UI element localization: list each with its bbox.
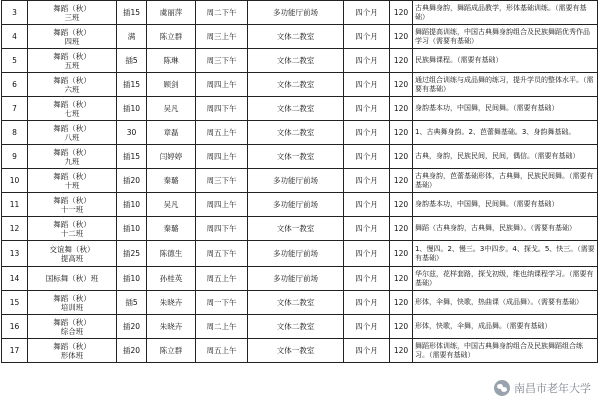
course-name-line: 舞蹈（秋） — [53, 27, 91, 37]
course-duration: 四个月 — [344, 241, 390, 267]
teacher-name: 闫婷婷 — [147, 145, 196, 169]
course-name-line: 交谊舞（秋） — [49, 244, 95, 254]
enrollment-status: 满 — [117, 25, 147, 49]
row-number: 14 — [2, 267, 28, 291]
class-time: 周四上午 — [196, 145, 248, 169]
course-fee: 120 — [390, 291, 413, 315]
course-description: 1、慢四。2、慢三。3中四步。4、探戈。5、快三。（需要有基础） — [413, 241, 598, 267]
course-name-line: 舞蹈（秋） — [53, 123, 91, 133]
class-time: 周五上午 — [196, 339, 248, 363]
teacher-name: 顾剑 — [147, 73, 196, 97]
course-duration: 四个月 — [344, 97, 390, 121]
table-row — [2, 1, 598, 25]
course-name — [28, 97, 117, 121]
course-fee: 120 — [390, 241, 413, 267]
course-fee: 120 — [390, 339, 413, 363]
course-fee: 120 — [390, 169, 413, 193]
course-name-line: 舞蹈（秋） — [53, 171, 91, 181]
class-time: 周一下午 — [196, 291, 248, 315]
enrollment-status: 插25 — [117, 241, 147, 267]
course-fee: 120 — [390, 97, 413, 121]
teacher-name: 吴凡 — [147, 97, 196, 121]
course-fee: 120 — [390, 267, 413, 291]
course-name-line: 三班 — [64, 12, 80, 22]
course-name — [28, 169, 117, 193]
class-time: 周五下午 — [196, 241, 248, 267]
teacher-name: 朱晓卉 — [147, 291, 196, 315]
table-row — [2, 217, 598, 241]
course-name — [28, 49, 117, 73]
teacher-name: 章磊 — [147, 121, 196, 145]
enrollment-status: 插20 — [117, 339, 147, 363]
course-fee: 120 — [390, 25, 413, 49]
watermark — [491, 379, 594, 397]
course-description: 舞蹈形体训练，中国古典舞身韵组合及民族舞蹈组合练习。（需要有基础） — [413, 339, 598, 363]
row-number: 7 — [2, 97, 28, 121]
teacher-name: 陈德生 — [147, 241, 196, 267]
teacher-name: 虞丽萍 — [147, 1, 196, 25]
classroom: 文体二教室 — [248, 315, 344, 339]
enrollment-status: 插10 — [117, 193, 147, 217]
enrollment-status: 插15 — [117, 1, 147, 25]
course-name-line: 舞蹈（秋） — [53, 341, 91, 351]
table-row — [2, 241, 598, 267]
enrollment-status: 插20 — [117, 169, 147, 193]
enrollment-status: 插5 — [117, 49, 147, 73]
teacher-name: 吴凡 — [147, 193, 196, 217]
course-name-line: 六班 — [64, 84, 80, 94]
course-fee: 120 — [390, 1, 413, 25]
course-name-line: 十二班 — [60, 228, 84, 238]
enrollment-status: 插5 — [117, 291, 147, 315]
classroom: 文体二教室 — [248, 25, 344, 49]
course-description: 古典舞身韵，舞蹈成品教学，形体基础训练。（需要有基础） — [413, 1, 598, 25]
class-time: 周四上午 — [196, 73, 248, 97]
course-name-line: 舞蹈（秋） — [53, 99, 91, 109]
row-number: 16 — [2, 315, 28, 339]
course-fee: 120 — [390, 193, 413, 217]
row-number: 17 — [2, 339, 28, 363]
course-duration: 四个月 — [344, 217, 390, 241]
enrollment-status: 插20 — [117, 315, 147, 339]
course-duration: 四个月 — [344, 193, 390, 217]
course-fee: 120 — [390, 315, 413, 339]
course-duration: 四个月 — [344, 73, 390, 97]
course-description: 民族舞课程。（需要有基础） — [413, 49, 598, 73]
course-description: 通过组合训练与成品舞的练习，提升学员的整体水平。（需要有基础） — [413, 73, 598, 97]
course-description: 形体，伞舞，快歌，热曲课（成品舞）。（需要有基础） — [413, 291, 598, 315]
enrollment-status: 30 — [117, 121, 147, 145]
course-name-line: 十班 — [64, 180, 80, 190]
course-name — [28, 315, 117, 339]
course-description: 华尔兹，花样套路，探戈初级，维也纳课程学习。（需要有基础） — [413, 267, 598, 291]
course-description: 古典，身韵，民族民间，民间，偶信。（需要有基础） — [413, 145, 598, 169]
course-name — [28, 291, 117, 315]
course-fee: 120 — [390, 217, 413, 241]
enrollment-status: 插15 — [117, 145, 147, 169]
row-number: 15 — [2, 291, 28, 315]
course-name-line: 提高班 — [60, 253, 84, 263]
classroom: 文体一教室 — [248, 339, 344, 363]
course-duration: 四个月 — [344, 339, 390, 363]
course-name-line: 八班 — [64, 132, 80, 142]
course-name-line: 形体班 — [60, 350, 84, 360]
classroom: 文体一教室 — [248, 217, 344, 241]
row-number: 4 — [2, 25, 28, 49]
course-duration: 四个月 — [344, 49, 390, 73]
row-number: 3 — [2, 1, 28, 25]
course-duration: 四个月 — [344, 169, 390, 193]
teacher-name: 陈立群 — [147, 339, 196, 363]
class-time: 周三上午 — [196, 25, 248, 49]
table-row — [2, 97, 598, 121]
course-name-line: 舞蹈（秋） — [53, 75, 91, 85]
course-duration: 四个月 — [344, 1, 390, 25]
row-number: 5 — [2, 49, 28, 73]
course-name-line: 舞蹈（秋） — [53, 147, 91, 157]
course-name-line: 舞蹈（秋） — [53, 195, 91, 205]
course-name-line: 舞蹈（秋） — [53, 219, 91, 229]
course-duration: 四个月 — [344, 267, 390, 291]
table-row — [2, 121, 598, 145]
classroom: 多功能厅前场 — [248, 1, 344, 25]
course-name-line: 舞蹈（秋） — [53, 317, 91, 327]
classroom: 多功能厅前场 — [248, 169, 344, 193]
course-name-line: 七班 — [64, 108, 80, 118]
teacher-name: 孙桂英 — [147, 267, 196, 291]
row-number: 12 — [2, 217, 28, 241]
course-fee: 120 — [390, 121, 413, 145]
classroom: 文体二教室 — [248, 121, 344, 145]
course-name-line: 四班 — [64, 36, 80, 46]
class-time: 周五上午 — [196, 121, 248, 145]
course-name — [28, 217, 117, 241]
teacher-name: 秦璐 — [147, 217, 196, 241]
course-description: 1、古典舞身韵。2、芭蕾舞基础。3、身韵舞基础。 — [413, 121, 598, 145]
class-time: 周四上午 — [196, 193, 248, 217]
enrollment-status: 插10 — [117, 97, 147, 121]
row-number: 9 — [2, 145, 28, 169]
enrollment-status: 插10 — [117, 217, 147, 241]
watermark-text: 南昌市老年大学 — [514, 382, 591, 395]
course-name-line: 舞蹈（秋） — [53, 3, 91, 13]
classroom: 文体二教室 — [248, 291, 344, 315]
course-name-line: 九班 — [64, 156, 80, 166]
classroom: 文体二教室 — [248, 49, 344, 73]
row-number: 8 — [2, 121, 28, 145]
row-number: 13 — [2, 241, 28, 267]
table-row — [2, 315, 598, 339]
teacher-name: 陈立群 — [147, 25, 196, 49]
teacher-name: 秦璐 — [147, 169, 196, 193]
class-time: 周三下午 — [196, 49, 248, 73]
course-name — [28, 1, 117, 25]
table-row — [2, 169, 598, 193]
class-time: 周四下午 — [196, 97, 248, 121]
table-row — [2, 267, 598, 291]
classroom: 文体二教室 — [248, 97, 344, 121]
course-description: 舞蹈（古典身韵，古典舞，民族舞）。（需要有基础） — [413, 217, 598, 241]
table-row — [2, 291, 598, 315]
course-name-line: 培训班 — [60, 302, 84, 312]
course-description: 形体，快歌，伞舞，成品舞。（需要有基础） — [413, 315, 598, 339]
table-row — [2, 25, 598, 49]
teacher-name: 朱晓卉 — [147, 315, 196, 339]
class-time: 周四下午 — [196, 217, 248, 241]
row-number: 6 — [2, 73, 28, 97]
course-duration: 四个月 — [344, 315, 390, 339]
course-description: 身韵基本功，中国舞，民间舞。（需要有基础） — [413, 193, 598, 217]
course-description: 舞蹈提高训练，中国古典舞身韵组合及民族舞蹈优秀作品学习（需要有基础） — [413, 25, 598, 49]
course-name — [28, 339, 117, 363]
classroom: 文体二教室 — [248, 73, 344, 97]
course-name — [28, 73, 117, 97]
enrollment-status: 插15 — [117, 73, 147, 97]
course-name-line: 十一班 — [60, 204, 84, 214]
course-name-line: 综合班 — [60, 326, 84, 336]
course-name — [28, 267, 117, 291]
class-time: 周三下午 — [196, 169, 248, 193]
classroom: 多功能厅前场 — [248, 193, 344, 217]
course-duration: 四个月 — [344, 291, 390, 315]
course-duration: 四个月 — [344, 121, 390, 145]
course-fee: 120 — [390, 49, 413, 73]
course-name — [28, 25, 117, 49]
course-schedule-table — [1, 0, 598, 363]
classroom: 文体一教室 — [248, 145, 344, 169]
row-number: 10 — [2, 169, 28, 193]
course-duration: 四个月 — [344, 25, 390, 49]
class-time: 周五上午 — [196, 267, 248, 291]
course-name — [28, 121, 117, 145]
course-description: 古典身韵，芭蕾基础形体，古典舞，民族民间舞。（需要有基础） — [413, 169, 598, 193]
course-name-line: 国标舞（秋）班 — [45, 274, 99, 283]
course-fee: 120 — [390, 145, 413, 169]
classroom: 多功能厅前场 — [248, 241, 344, 267]
classroom: 多功能厅前场 — [248, 267, 344, 291]
course-description: 身韵基本功，中国舞，民间舞。（需要有基础） — [413, 97, 598, 121]
wechat-icon — [494, 380, 510, 396]
course-name-line: 舞蹈（秋） — [53, 293, 91, 303]
teacher-name: 陈琳 — [147, 49, 196, 73]
course-fee: 120 — [390, 73, 413, 97]
course-name — [28, 241, 117, 267]
table-row — [2, 193, 598, 217]
table-body — [2, 1, 598, 363]
table-row — [2, 73, 598, 97]
class-time: 周二下午 — [196, 1, 248, 25]
table-row — [2, 145, 598, 169]
table-row — [2, 339, 598, 363]
table-row — [2, 49, 598, 73]
course-name-line: 五班 — [64, 60, 80, 70]
course-duration: 四个月 — [344, 145, 390, 169]
enrollment-status: 插10 — [117, 267, 147, 291]
row-number: 11 — [2, 193, 28, 217]
course-name — [28, 145, 117, 169]
course-name — [28, 193, 117, 217]
course-name-line: 舞蹈（秋） — [53, 51, 91, 61]
class-time: 周二上午 — [196, 315, 248, 339]
